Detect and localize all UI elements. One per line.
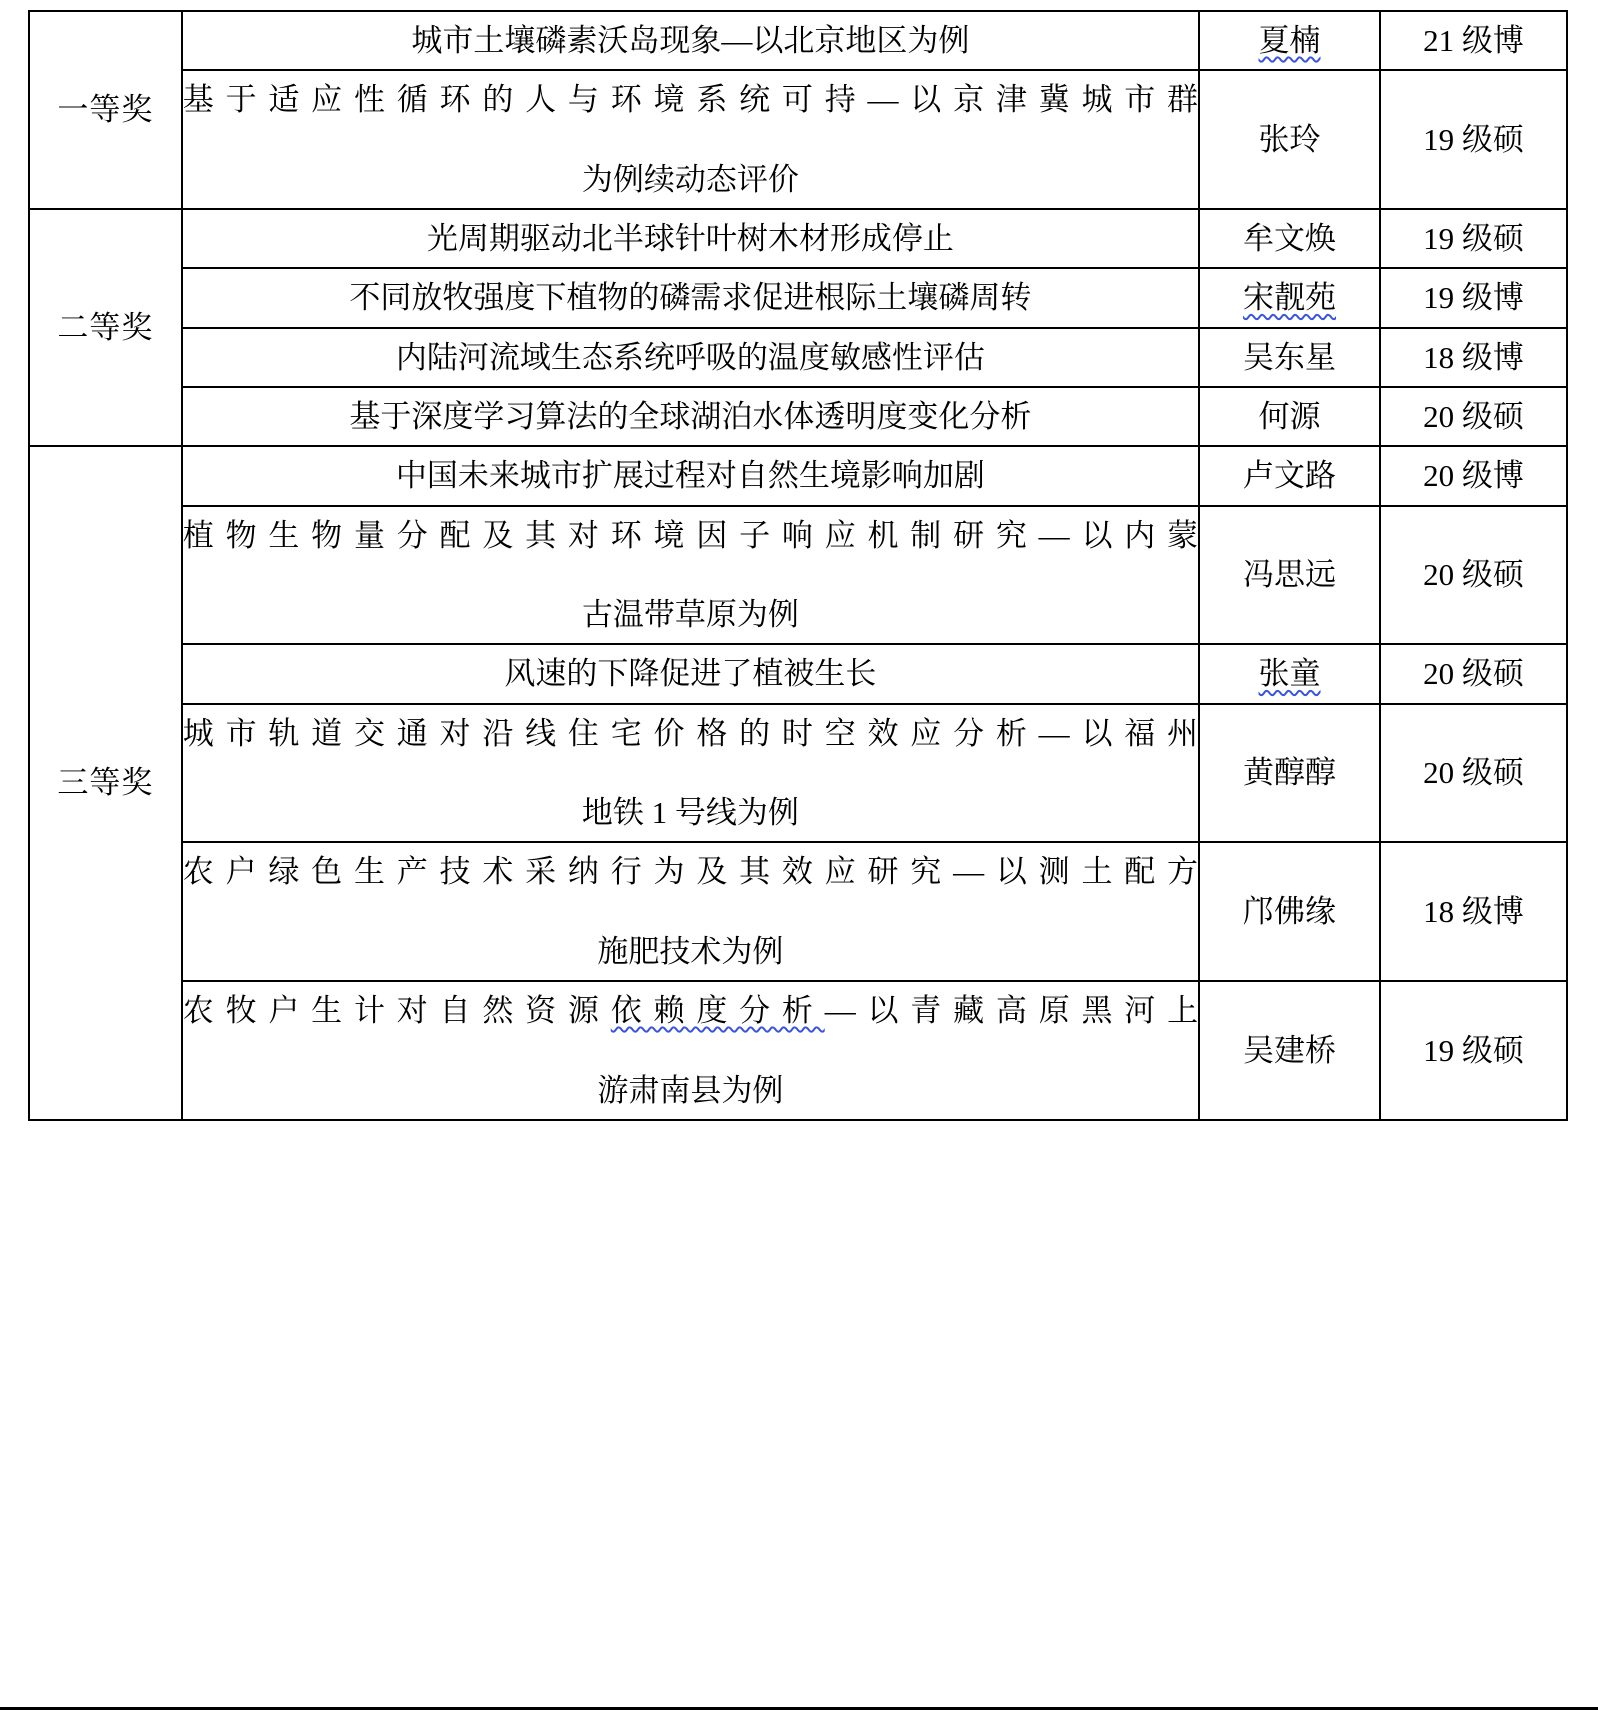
title-line: 为例续动态评价 [581, 161, 799, 197]
table-row [29, 842, 1567, 981]
author-cell: 邝佛缘 [1199, 842, 1380, 981]
award-level-cell: 三等奖 [29, 446, 182, 1119]
title-line: 中国未来城市扩展过程对自然生境影响加剧 [395, 458, 985, 494]
title-line: 光周期驱动北半球针叶树木材形成停止 [426, 221, 954, 257]
grade-cell: 20 级硕 [1380, 387, 1567, 446]
title-line: 地铁 1 号线为例 [581, 795, 799, 831]
title-line: 风速的下降促进了植被生长 [504, 656, 877, 692]
title-line: 古温带草原为例 [581, 597, 799, 633]
title-line: 农户绿色生产技术采纳行为及其效应研究—以测土配方 [182, 854, 1199, 890]
author-cell: 何源 [1199, 387, 1380, 446]
table-row [29, 704, 1567, 843]
grade-cell: 19 级硕 [1380, 981, 1567, 1120]
author-cell: 卢文路 [1199, 446, 1380, 505]
author-cell: 牟文焕 [1199, 209, 1380, 268]
author-cell: 冯思远 [1199, 506, 1380, 645]
author-cell: 吴东星 [1199, 328, 1380, 387]
paper-title-cell [182, 11, 1199, 70]
grade-cell: 21 级博 [1380, 11, 1567, 70]
grade-cell: 19 级硕 [1380, 209, 1567, 268]
author-cell [1199, 268, 1380, 327]
table-row [29, 981, 1567, 1120]
grade-cell: 19 级硕 [1380, 70, 1567, 209]
title-line: 内陆河流域生态系统呼吸的温度敏感性评估 [395, 339, 985, 375]
title-line: 施肥技术为例 [597, 933, 784, 969]
paper-title-cell [182, 387, 1199, 446]
table-row [29, 446, 1567, 505]
table-row [29, 209, 1567, 268]
author-cell: 吴建桥 [1199, 981, 1380, 1120]
grade-cell: 18 级博 [1380, 842, 1567, 981]
title-line: 城市土壤磷素沃岛现象—以北京地区为例 [411, 23, 970, 58]
table-row [29, 328, 1567, 387]
paper-title-cell [182, 644, 1199, 703]
paper-title-cell [182, 446, 1199, 505]
author-cell [1199, 11, 1380, 70]
grade-cell: 20 级硕 [1380, 704, 1567, 843]
table-row [29, 11, 1567, 70]
grade-cell: 20 级博 [1380, 446, 1567, 505]
author-cell [1199, 644, 1380, 703]
title-line: 基于适应性循环的人与环境系统可持—以京津冀城市群 [182, 82, 1199, 118]
grade-cell: 20 级硕 [1380, 506, 1567, 645]
paper-title-cell [182, 328, 1199, 387]
author-name: 张童 [1258, 656, 1321, 692]
page-bottom-rule [0, 1707, 1598, 1710]
title-line: 城市轨道交通对沿线住宅价格的时空效应分析—以福州 [182, 715, 1199, 751]
paper-title-cell [182, 842, 1199, 981]
award-level-cell: 二等奖 [29, 209, 182, 446]
paper-title-cell [182, 506, 1199, 645]
paper-title-cell [182, 981, 1199, 1120]
author-name: 夏楠 [1258, 23, 1321, 58]
table-row [29, 387, 1567, 446]
paper-title-cell [182, 704, 1199, 843]
title-line: 不同放牧强度下植物的磷需求促进根际土壤磷周转 [349, 280, 1032, 316]
grade-cell: 18 级博 [1380, 328, 1567, 387]
paper-title-cell [182, 268, 1199, 327]
award-table [28, 10, 1568, 1121]
title-line: 植物生物量分配及其对环境因子响应机制研究—以内蒙 [182, 517, 1199, 553]
title-line: 基于深度学习算法的全球湖泊水体透明度变化分析 [349, 399, 1032, 435]
grade-cell: 19 级博 [1380, 268, 1567, 327]
table-row [29, 268, 1567, 327]
author-name: 宋靓苑 [1243, 280, 1337, 316]
table-row [29, 70, 1567, 209]
grade-cell: 20 级硕 [1380, 644, 1567, 703]
table-row [29, 644, 1567, 703]
author-cell: 张玲 [1199, 70, 1380, 209]
author-cell: 黄醇醇 [1199, 704, 1380, 843]
table-row [29, 506, 1567, 645]
title-line: 农牧户生计对自然资源依赖度分析—以青藏高原黑河上 [182, 993, 1199, 1029]
paper-title-cell [182, 70, 1199, 209]
award-level-cell: 一等奖 [29, 11, 182, 209]
title-line: 游肃南县为例 [597, 1072, 784, 1108]
paper-title-cell [182, 209, 1199, 268]
